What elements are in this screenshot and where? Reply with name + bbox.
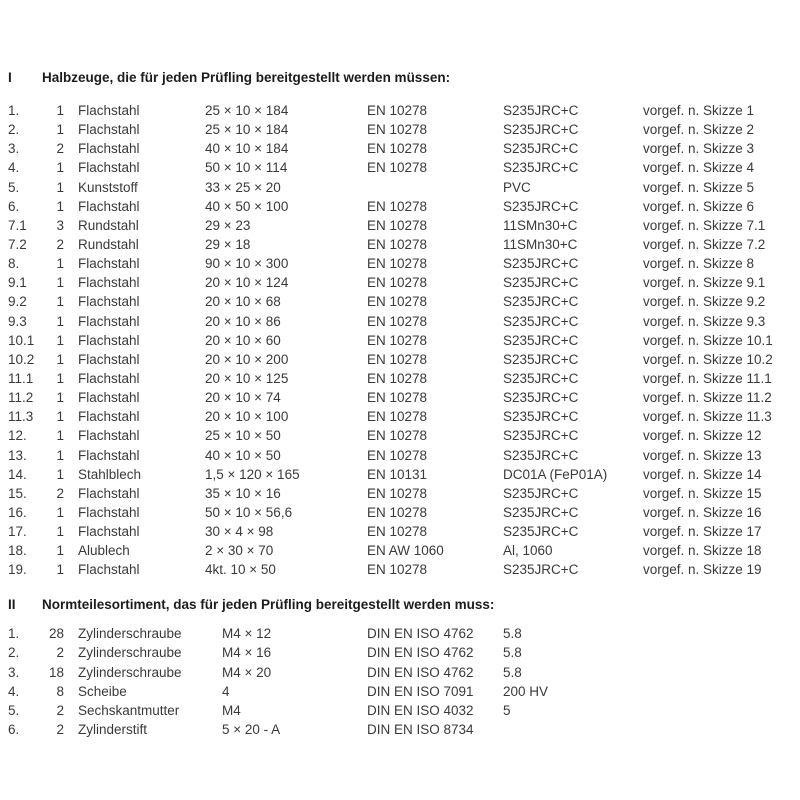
table-row xyxy=(0,350,800,369)
cell-no: 3. xyxy=(8,141,20,157)
cell-name: Flachstahl xyxy=(78,562,140,578)
cell-note: vorgef. n. Skizze 4 xyxy=(643,160,755,176)
section-2-numeral: II xyxy=(8,597,16,612)
table-row xyxy=(0,369,800,388)
cell-qty: 2 xyxy=(56,236,64,252)
cell-dims: 20 × 10 × 200 xyxy=(205,351,289,367)
cell-mat: 5.8 xyxy=(503,664,522,680)
cell-note: vorgef. n. Skizze 9.2 xyxy=(643,294,766,310)
cell-note: vorgef. n. Skizze 19 xyxy=(643,562,762,578)
cell-mat: S235JRC+C xyxy=(503,122,579,138)
cell-dims: 30 × 4 × 98 xyxy=(205,524,274,540)
cell-note: vorgef. n. Skizze 7.1 xyxy=(643,217,766,233)
cell-no: 13. xyxy=(8,447,27,463)
cell-std: EN 10278 xyxy=(367,562,428,578)
cell-qty: 2 xyxy=(56,722,64,738)
cell-dims: 4kt. 10 × 50 xyxy=(205,562,276,578)
cell-dims: 1,5 × 120 × 165 xyxy=(205,466,300,482)
cell-qty: 1 xyxy=(56,294,64,310)
cell-dims: 29 × 23 xyxy=(205,217,251,233)
cell-dims: 90 × 10 × 300 xyxy=(205,256,289,272)
cell-qty: 2 xyxy=(56,645,64,661)
section-1-table xyxy=(0,101,800,580)
cell-dims: 2 × 30 × 70 xyxy=(205,543,274,559)
cell-no: 1. xyxy=(8,626,20,641)
cell-mat: S235JRC+C xyxy=(503,256,579,272)
section-1-numeral: I xyxy=(8,70,12,85)
cell-qty: 28 xyxy=(48,626,64,641)
table-row xyxy=(0,407,800,426)
cell-std: EN AW 1060 xyxy=(367,543,444,559)
table-row xyxy=(0,426,800,445)
cell-std: DIN EN ISO 4762 xyxy=(367,645,474,661)
cell-no: 11.2 xyxy=(8,390,34,406)
cell-qty: 1 xyxy=(56,466,64,482)
cell-mat: 11SMn30+C xyxy=(503,236,578,252)
cell-std: EN 10278 xyxy=(367,256,428,272)
cell-dims: 33 × 25 × 20 xyxy=(205,179,281,195)
cell-name: Flachstahl xyxy=(78,103,140,118)
table-row xyxy=(0,522,800,541)
cell-std: EN 10278 xyxy=(367,428,428,444)
cell-dims: 20 × 10 × 86 xyxy=(205,313,281,329)
cell-mat: S235JRC+C xyxy=(503,198,579,214)
cell-name: Stahlblech xyxy=(78,466,142,482)
cell-note: vorgef. n. Skizze 3 xyxy=(643,141,755,157)
cell-qty: 1 xyxy=(56,447,64,463)
cell-std: DIN EN ISO 7091 xyxy=(367,683,474,699)
table-row xyxy=(0,178,800,197)
cell-note: vorgef. n. Skizze 18 xyxy=(643,543,762,559)
cell-qty: 1 xyxy=(56,198,64,214)
cell-no: 5. xyxy=(8,703,20,719)
cell-qty: 1 xyxy=(56,409,64,425)
cell-mat: PVC xyxy=(503,179,531,195)
table-row xyxy=(0,624,800,643)
cell-mat: 11SMn30+C xyxy=(503,217,578,233)
table-row xyxy=(0,158,800,177)
table-row xyxy=(0,388,800,407)
cell-mat: S235JRC+C xyxy=(503,447,579,463)
cell-no: 6. xyxy=(8,722,20,738)
cell-name: Flachstahl xyxy=(78,447,140,463)
cell-qty: 8 xyxy=(56,683,64,699)
cell-name: Flachstahl xyxy=(78,390,140,406)
table-row xyxy=(0,197,800,216)
cell-mat: S235JRC+C xyxy=(503,351,579,367)
cell-dims: M4 × 12 xyxy=(222,626,272,641)
cell-name: Flachstahl xyxy=(78,370,140,386)
cell-std: EN 10278 xyxy=(367,447,428,463)
table-row xyxy=(0,273,800,292)
cell-no: 2. xyxy=(8,645,20,661)
cell-note: vorgef. n. Skizze 15 xyxy=(643,485,762,501)
cell-mat: S235JRC+C xyxy=(503,275,579,291)
cell-dims: 20 × 10 × 100 xyxy=(205,409,289,425)
cell-name: Zylinderschraube xyxy=(78,626,182,641)
cell-qty: 1 xyxy=(56,524,64,540)
cell-note: vorgef. n. Skizze 14 xyxy=(643,466,762,482)
cell-name: Flachstahl xyxy=(78,428,140,444)
cell-name: Flachstahl xyxy=(78,122,140,138)
cell-std: EN 10278 xyxy=(367,103,428,118)
cell-name: Rundstahl xyxy=(78,217,139,233)
cell-no: 9.3 xyxy=(8,313,27,329)
section-2-title: Normteilesortiment, das für jeden Prüfling bereitgestellt werden muss: xyxy=(42,597,495,612)
cell-dims: 25 × 10 × 184 xyxy=(205,103,289,118)
cell-no: 4. xyxy=(8,683,20,699)
table-row xyxy=(0,643,800,662)
table-row xyxy=(0,292,800,311)
table-row xyxy=(0,312,800,331)
cell-no: 9.1 xyxy=(8,275,27,291)
cell-std: EN 10278 xyxy=(367,294,428,310)
cell-no: 11.1 xyxy=(8,370,34,386)
cell-dims: 5 × 20 - A xyxy=(222,722,281,738)
cell-note: vorgef. n. Skizze 2 xyxy=(643,122,755,138)
cell-name: Flachstahl xyxy=(78,485,140,501)
cell-name: Flachstahl xyxy=(78,256,140,272)
cell-note: vorgef. n. Skizze 7.2 xyxy=(643,236,766,252)
cell-note: vorgef. n. Skizze 10.1 xyxy=(643,332,773,348)
cell-mat: S235JRC+C xyxy=(503,428,579,444)
cell-std: EN 10278 xyxy=(367,275,428,291)
cell-dims: M4 × 16 xyxy=(222,645,272,661)
cell-no: 8. xyxy=(8,256,20,272)
cell-mat: S235JRC+C xyxy=(503,485,579,501)
cell-name: Zylinderstift xyxy=(78,722,148,738)
cell-dims: 20 × 10 × 60 xyxy=(205,332,281,348)
cell-dims: M4 × 20 xyxy=(222,664,272,680)
cell-qty: 1 xyxy=(56,122,64,138)
cell-no: 17. xyxy=(8,524,27,540)
table-row xyxy=(0,541,800,560)
cell-name: Flachstahl xyxy=(78,313,140,329)
cell-std: EN 10278 xyxy=(367,313,428,329)
cell-qty: 1 xyxy=(56,275,64,291)
cell-mat: S235JRC+C xyxy=(503,141,579,157)
cell-name: Flachstahl xyxy=(78,141,140,157)
cell-std: EN 10278 xyxy=(367,332,428,348)
cell-no: 7.1 xyxy=(8,217,27,233)
cell-note: vorgef. n. Skizze 17 xyxy=(643,524,762,540)
cell-qty: 2 xyxy=(56,485,64,501)
cell-name: Alublech xyxy=(78,543,130,559)
cell-std: EN 10278 xyxy=(367,122,428,138)
cell-std: DIN EN ISO 4032 xyxy=(367,703,474,719)
cell-note: vorgef. n. Skizze 10.2 xyxy=(643,351,773,367)
cell-std: EN 10278 xyxy=(367,524,428,540)
table-row xyxy=(0,720,800,739)
cell-name: Kunststoff xyxy=(78,179,138,195)
table-row xyxy=(0,120,800,139)
cell-name: Zylinderschraube xyxy=(78,664,182,680)
cell-note: vorgef. n. Skizze 11.1 xyxy=(643,370,772,386)
table-row xyxy=(0,560,800,579)
table-row xyxy=(0,465,800,484)
cell-mat: Al, 1060 xyxy=(503,543,553,559)
cell-no: 2. xyxy=(8,122,20,138)
cell-mat: 5.8 xyxy=(503,626,522,641)
cell-mat: DC01A (FeP01A) xyxy=(503,466,608,482)
section-1-title: Halbzeuge, die für jeden Prüfling bereitgestellt werden müssen: xyxy=(42,70,451,85)
cell-std: EN 10278 xyxy=(367,504,428,520)
cell-mat: S235JRC+C xyxy=(503,390,579,406)
cell-qty: 1 xyxy=(56,332,64,348)
cell-dims: 20 × 10 × 74 xyxy=(205,390,281,406)
cell-qty: 1 xyxy=(56,370,64,386)
cell-std: EN 10278 xyxy=(367,160,428,176)
cell-no: 14. xyxy=(8,466,27,482)
cell-no: 10.2 xyxy=(8,351,35,367)
cell-std: EN 10278 xyxy=(367,198,428,214)
cell-qty: 18 xyxy=(48,664,64,680)
table-row xyxy=(0,139,800,158)
cell-std: EN 10131 xyxy=(367,466,428,482)
cell-std: EN 10278 xyxy=(367,141,428,157)
cell-std: DIN EN ISO 4762 xyxy=(367,664,474,680)
cell-note: vorgef. n. Skizze 16 xyxy=(643,504,762,520)
cell-name: Flachstahl xyxy=(78,332,140,348)
table-row xyxy=(0,216,800,235)
table-row xyxy=(0,101,800,120)
cell-qty: 1 xyxy=(56,562,64,578)
cell-no: 16. xyxy=(8,504,27,520)
cell-no: 15. xyxy=(8,485,27,501)
cell-no: 11.3 xyxy=(8,409,34,425)
cell-note: vorgef. n. Skizze 8 xyxy=(643,256,755,272)
cell-std: EN 10278 xyxy=(367,217,428,233)
cell-std: DIN EN ISO 4762 xyxy=(367,626,474,641)
table-row xyxy=(0,484,800,503)
cell-no: 5. xyxy=(8,179,20,195)
cell-mat: S235JRC+C xyxy=(503,332,579,348)
cell-name: Zylinderschraube xyxy=(78,645,182,661)
cell-qty: 3 xyxy=(56,217,64,233)
cell-std: EN 10278 xyxy=(367,390,428,406)
cell-qty: 1 xyxy=(56,428,64,444)
table-row xyxy=(0,682,800,701)
cell-note: vorgef. n. Skizze 12 xyxy=(643,428,762,444)
cell-no: 3. xyxy=(8,664,20,680)
cell-dims: 40 × 50 × 100 xyxy=(205,198,289,214)
table-row xyxy=(0,503,800,522)
cell-dims: 20 × 10 × 68 xyxy=(205,294,281,310)
cell-qty: 1 xyxy=(56,351,64,367)
cell-name: Rundstahl xyxy=(78,236,139,252)
cell-no: 9.2 xyxy=(8,294,27,310)
cell-name: Flachstahl xyxy=(78,198,140,214)
cell-name: Flachstahl xyxy=(78,351,140,367)
cell-dims: 20 × 10 × 125 xyxy=(205,370,289,386)
cell-mat: S235JRC+C xyxy=(503,409,579,425)
cell-qty: 1 xyxy=(56,179,64,195)
cell-no: 12. xyxy=(8,428,27,444)
cell-note: vorgef. n. Skizze 9.1 xyxy=(643,275,766,291)
cell-no: 7.2 xyxy=(8,236,27,252)
cell-mat: S235JRC+C xyxy=(503,103,579,118)
cell-mat: S235JRC+C xyxy=(503,370,579,386)
cell-note: vorgef. n. Skizze 5 xyxy=(643,179,755,195)
cell-note: vorgef. n. Skizze 6 xyxy=(643,198,755,214)
table-row xyxy=(0,235,800,254)
cell-std: EN 10278 xyxy=(367,370,428,386)
cell-dims: 25 × 10 × 184 xyxy=(205,122,289,138)
cell-qty: 2 xyxy=(56,141,64,157)
cell-mat: S235JRC+C xyxy=(503,313,579,329)
cell-name: Flachstahl xyxy=(78,160,140,176)
section-2-table xyxy=(0,624,800,740)
cell-note: vorgef. n. Skizze 11.2 xyxy=(643,390,772,406)
cell-mat: S235JRC+C xyxy=(503,160,579,176)
cell-dims: 29 × 18 xyxy=(205,236,251,252)
cell-dims: 50 × 10 × 56,6 xyxy=(205,504,293,520)
cell-mat: S235JRC+C xyxy=(503,562,579,578)
table-row xyxy=(0,331,800,350)
cell-no: 6. xyxy=(8,198,20,214)
cell-dims: 4 xyxy=(222,683,230,699)
cell-dims: 50 × 10 × 114 xyxy=(205,160,288,176)
cell-dims: 25 × 10 × 50 xyxy=(205,428,281,444)
cell-mat: S235JRC+C xyxy=(503,294,579,310)
cell-qty: 1 xyxy=(56,504,64,520)
cell-note: vorgef. n. Skizze 1 xyxy=(643,103,755,118)
cell-name: Flachstahl xyxy=(78,504,140,520)
cell-dims: M4 xyxy=(222,703,241,719)
cell-name: Scheibe xyxy=(78,683,127,699)
table-row xyxy=(0,254,800,273)
cell-qty: 1 xyxy=(56,103,64,118)
cell-std: EN 10278 xyxy=(367,236,428,252)
cell-dims: 40 × 10 × 50 xyxy=(205,447,281,463)
cell-std: EN 10278 xyxy=(367,485,428,501)
cell-dims: 35 × 10 × 16 xyxy=(205,485,281,501)
cell-qty: 1 xyxy=(56,543,64,559)
cell-no: 19. xyxy=(8,562,27,578)
cell-name: Sechskantmutter xyxy=(78,703,180,719)
cell-dims: 20 × 10 × 124 xyxy=(205,275,289,291)
cell-mat: 5.8 xyxy=(503,645,522,661)
cell-qty: 2 xyxy=(56,703,64,719)
cell-note: vorgef. n. Skizze 13 xyxy=(643,447,762,463)
cell-name: Flachstahl xyxy=(78,524,140,540)
cell-no: 10.1 xyxy=(8,332,35,348)
cell-qty: 1 xyxy=(56,313,64,329)
cell-mat: 5 xyxy=(503,703,511,719)
cell-qty: 1 xyxy=(56,160,64,176)
cell-mat: S235JRC+C xyxy=(503,504,579,520)
cell-mat: S235JRC+C xyxy=(503,524,579,540)
table-row xyxy=(0,663,800,682)
table-row xyxy=(0,701,800,720)
cell-no: 4. xyxy=(8,160,20,176)
cell-name: Flachstahl xyxy=(78,275,140,291)
cell-note: vorgef. n. Skizze 9.3 xyxy=(643,313,766,329)
cell-note: vorgef. n. Skizze 11.3 xyxy=(643,409,772,425)
cell-std: DIN EN ISO 8734 xyxy=(367,722,474,738)
cell-qty: 1 xyxy=(56,256,64,272)
cell-no: 1. xyxy=(8,103,20,118)
cell-std: EN 10278 xyxy=(367,351,428,367)
cell-name: Flachstahl xyxy=(78,294,140,310)
cell-mat: 200 HV xyxy=(503,683,549,699)
cell-name: Flachstahl xyxy=(78,409,140,425)
cell-qty: 1 xyxy=(56,390,64,406)
cell-dims: 40 × 10 × 184 xyxy=(205,141,289,157)
table-row xyxy=(0,446,800,465)
cell-std: EN 10278 xyxy=(367,409,428,425)
cell-no: 18. xyxy=(8,543,27,559)
